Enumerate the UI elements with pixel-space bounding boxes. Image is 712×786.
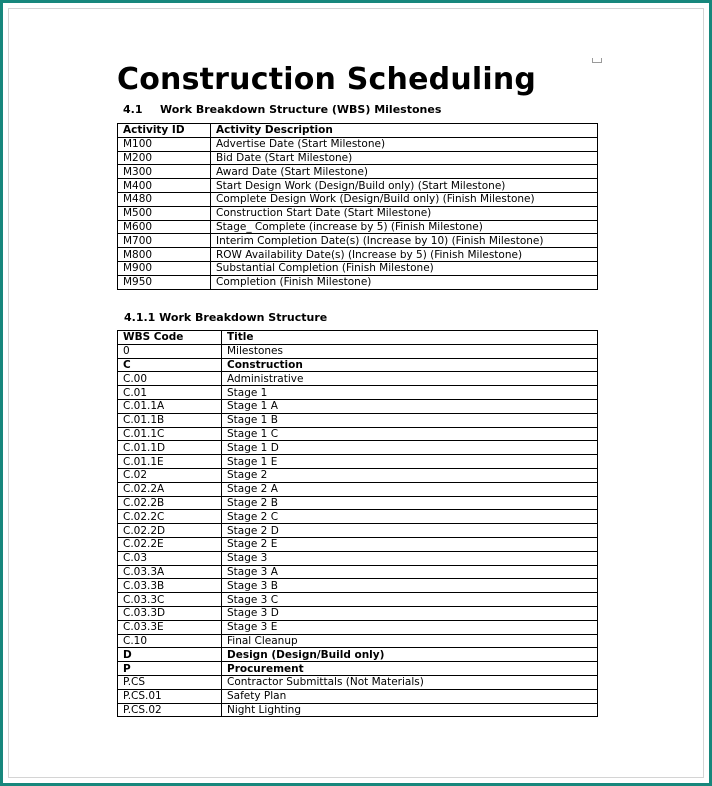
wbs-code-cell: C: [118, 358, 222, 372]
activity-id-cell: M400: [118, 179, 211, 193]
table-row: [118, 675, 598, 689]
activity-id-cell: M950: [118, 275, 211, 289]
wbs-code-cell: D: [118, 648, 222, 662]
wbs-title-cell: Stage 2: [222, 468, 598, 482]
section-title: Work Breakdown Structure (WBS) Milestones: [160, 103, 442, 116]
wbs-code-cell: C.03.3A: [118, 565, 222, 579]
table-row: [118, 427, 598, 441]
table-header-row: [118, 124, 598, 138]
section-number: 4.1: [123, 103, 143, 116]
table-header-row: [118, 331, 598, 345]
wbs-title-cell: Contractor Submittals (Not Materials): [222, 675, 598, 689]
table-row: [118, 413, 598, 427]
table-row: [118, 179, 598, 193]
table-row: [118, 441, 598, 455]
table-row: [118, 606, 598, 620]
wbs-title-cell: Milestones: [222, 344, 598, 358]
activity-description-cell: Construction Start Date (Start Milestone): [211, 206, 598, 220]
table-row: [118, 510, 598, 524]
activity-description-cell: Interim Completion Date(s) (Increase by 10) (Finish Milestone): [211, 234, 598, 248]
activity-description-cell: ROW Availability Date(s) (Increase by 5) (Finish Milestone): [211, 248, 598, 262]
wbs-title-cell: Stage 2 C: [222, 510, 598, 524]
table-row: [118, 689, 598, 703]
activity-id-cell: M200: [118, 151, 211, 165]
section-heading-wbs-milestones: [123, 103, 441, 116]
wbs-title-cell: Stage 2 E: [222, 537, 598, 551]
activity-id-cell: M500: [118, 206, 211, 220]
table-row: [118, 344, 598, 358]
wbs-code-cell: 0: [118, 344, 222, 358]
wbs-title-cell: Design (Design/Build only): [222, 648, 598, 662]
wbs-code-cell: C.01.1A: [118, 399, 222, 413]
wbs-code-cell: P: [118, 662, 222, 676]
wbs-code-cell: C.01.1B: [118, 413, 222, 427]
wbs-title-cell: Construction: [222, 358, 598, 372]
table-row: [118, 468, 598, 482]
activity-description-cell: Completion (Finish Milestone): [211, 275, 598, 289]
wbs-code-cell: C.03.3E: [118, 620, 222, 634]
table-row: [118, 261, 598, 275]
table-row: [118, 455, 598, 469]
table-row: [118, 275, 598, 289]
table-row: [118, 137, 598, 151]
activity-description-cell: Bid Date (Start Milestone): [211, 151, 598, 165]
section-heading-wbs: 4.1.1 Work Breakdown Structure: [124, 311, 328, 324]
page-title: Construction Scheduling: [117, 62, 537, 97]
wbs-title-cell: Stage 3 A: [222, 565, 598, 579]
wbs-code-cell: C.02.2D: [118, 524, 222, 538]
activity-description-cell: Award Date (Start Milestone): [211, 165, 598, 179]
wbs-title-cell: Stage 2 D: [222, 524, 598, 538]
wbs-title-cell: Procurement: [222, 662, 598, 676]
table-row: [118, 620, 598, 634]
wbs-title-cell: Stage 3 B: [222, 579, 598, 593]
activity-id-cell: M480: [118, 192, 211, 206]
table-row: [118, 593, 598, 607]
table-row: [118, 165, 598, 179]
wbs-code-cell: C.02.2C: [118, 510, 222, 524]
milestones-table-body: [118, 137, 598, 289]
activity-description-cell: Start Design Work (Design/Build only) (Start Milestone): [211, 179, 598, 193]
wbs-code-cell: C.03.3D: [118, 606, 222, 620]
table-row: [118, 386, 598, 400]
column-header-title: Title: [222, 331, 598, 345]
table-row: [118, 565, 598, 579]
wbs-title-cell: Night Lighting: [222, 703, 598, 717]
wbs-code-cell: C.01.1D: [118, 441, 222, 455]
activity-id-cell: M100: [118, 137, 211, 151]
column-header-activity-description: Activity Description: [211, 124, 598, 138]
activity-id-cell: M300: [118, 165, 211, 179]
activity-id-cell: M800: [118, 248, 211, 262]
table-row: [118, 482, 598, 496]
activity-id-cell: M700: [118, 234, 211, 248]
wbs-title-cell: Stage 2 A: [222, 482, 598, 496]
table-row: [118, 496, 598, 510]
wbs-code-cell: C.02: [118, 468, 222, 482]
table-row: [118, 372, 598, 386]
table-row: [118, 358, 598, 372]
table-row: [118, 524, 598, 538]
table-row: [118, 703, 598, 717]
table-row: [118, 537, 598, 551]
wbs-title-cell: Stage 3 E: [222, 620, 598, 634]
wbs-title-cell: Stage 1 D: [222, 441, 598, 455]
table-row: [118, 579, 598, 593]
wbs-title-cell: Stage 1 B: [222, 413, 598, 427]
activity-id-cell: M600: [118, 220, 211, 234]
table-row: [118, 662, 598, 676]
wbs-title-cell: Stage 2 B: [222, 496, 598, 510]
wbs-code-cell: C.03: [118, 551, 222, 565]
wbs-title-cell: Final Cleanup: [222, 634, 598, 648]
wbs-table: [117, 330, 598, 717]
wbs-title-cell: Stage 3 D: [222, 606, 598, 620]
table-row: [118, 234, 598, 248]
wbs-title-cell: Administrative: [222, 372, 598, 386]
wbs-code-cell: C.02.2A: [118, 482, 222, 496]
table-row: [118, 248, 598, 262]
wbs-code-cell: P.CS.01: [118, 689, 222, 703]
wbs-title-cell: Stage 1 A: [222, 399, 598, 413]
wbs-title-cell: Safety Plan: [222, 689, 598, 703]
wbs-title-cell: Stage 1 C: [222, 427, 598, 441]
milestones-table: [117, 123, 598, 290]
activity-id-cell: M900: [118, 261, 211, 275]
wbs-code-cell: C.00: [118, 372, 222, 386]
wbs-code-cell: C.01: [118, 386, 222, 400]
activity-description-cell: Substantial Completion (Finish Milestone): [211, 261, 598, 275]
wbs-title-cell: Stage 1: [222, 386, 598, 400]
table-row: [118, 192, 598, 206]
wbs-code-cell: P.CS.02: [118, 703, 222, 717]
wbs-code-cell: C.02.2B: [118, 496, 222, 510]
wbs-code-cell: C.01.1C: [118, 427, 222, 441]
wbs-code-cell: C.03.3B: [118, 579, 222, 593]
table-row: [118, 551, 598, 565]
corner-mark: [592, 58, 602, 63]
wbs-code-cell: C.02.2E: [118, 537, 222, 551]
table-row: [118, 634, 598, 648]
activity-description-cell: Complete Design Work (Design/Build only) (Finish Milestone): [211, 192, 598, 206]
column-header-activity-id: Activity ID: [118, 124, 211, 138]
wbs-title-cell: Stage 3: [222, 551, 598, 565]
wbs-table-body: [118, 344, 598, 717]
wbs-title-cell: Stage 1 E: [222, 455, 598, 469]
table-row: [118, 220, 598, 234]
activity-description-cell: Advertise Date (Start Milestone): [211, 137, 598, 151]
table-row: [118, 151, 598, 165]
table-row: [118, 399, 598, 413]
wbs-code-cell: P.CS: [118, 675, 222, 689]
wbs-code-cell: C.01.1E: [118, 455, 222, 469]
wbs-title-cell: Stage 3 C: [222, 593, 598, 607]
table-row: [118, 206, 598, 220]
column-header-wbs-code: WBS Code: [118, 331, 222, 345]
activity-description-cell: Stage_ Complete (increase by 5) (Finish Milestone): [211, 220, 598, 234]
wbs-code-cell: C.10: [118, 634, 222, 648]
table-row: [118, 648, 598, 662]
wbs-code-cell: C.03.3C: [118, 593, 222, 607]
